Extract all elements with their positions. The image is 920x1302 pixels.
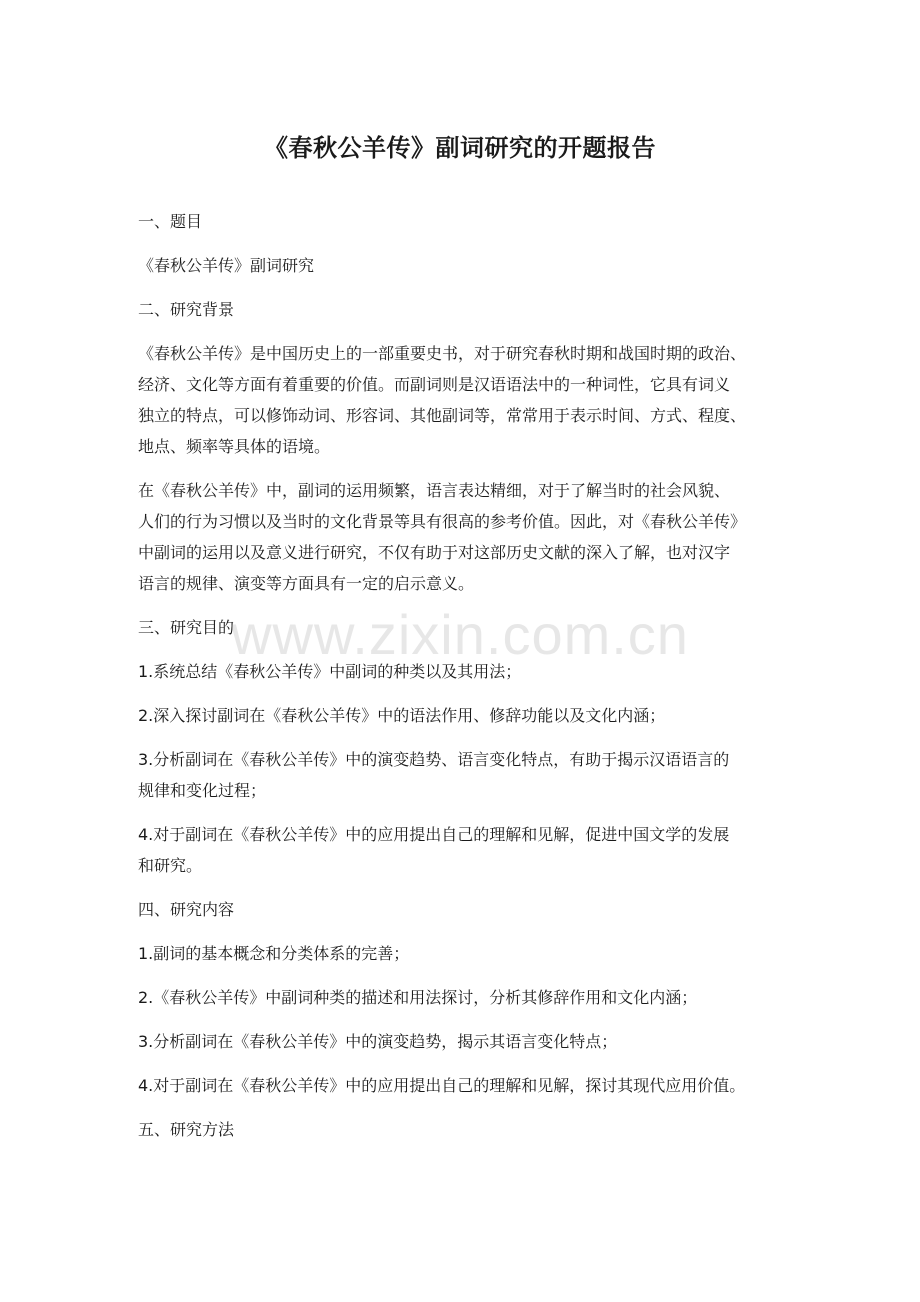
- text-line: 三、研究目的: [138, 618, 235, 637]
- text-line: 《春秋公羊传》副词研究: [138, 256, 315, 275]
- paragraph: [138, 206, 798, 237]
- text-line: 二、研究背景: [138, 300, 235, 319]
- paragraph: [138, 894, 798, 925]
- text-line: 四、研究内容: [138, 900, 235, 919]
- paragraph: [138, 294, 798, 325]
- text-line: 独立的特点，可以修饰动词、形容词、其他副词等，常常用于表示时间、方式、程度、: [138, 406, 747, 425]
- paragraph: [138, 250, 798, 281]
- paragraph: [138, 1026, 798, 1057]
- text-line: 人们的行为习惯以及当时的文化背景等具有很高的参考价值。因此，对《春秋公羊传》: [138, 512, 747, 531]
- paragraph: [138, 338, 798, 462]
- paragraph: [138, 819, 798, 881]
- text-line: 4.对于副词在《春秋公羊传》中的应用提出自己的理解和见解，探讨其现代应用价值。: [138, 1076, 746, 1095]
- text-line: 3.分析副词在《春秋公羊传》中的演变趋势、语言变化特点，有助于揭示汉语语言的: [138, 750, 730, 769]
- paragraph: [138, 475, 798, 599]
- text-line: 2.深入探讨副词在《春秋公羊传》中的语法作用、修辞功能以及文化内涵；: [138, 706, 666, 725]
- text-line: 地点、频率等具体的语境。: [138, 437, 331, 456]
- text-line: 在《春秋公羊传》中，副词的运用频繁，语言表达精细，对于了解当时的社会风貌、: [138, 481, 731, 500]
- document-title: 《春秋公羊传》副词研究的开题报告: [264, 134, 656, 162]
- text-line: 1.副词的基本概念和分类体系的完善；: [138, 944, 410, 963]
- document-body: [138, 206, 798, 1158]
- text-line: 五、研究方法: [138, 1120, 235, 1139]
- paragraph: [138, 744, 798, 806]
- paragraph: [138, 700, 798, 731]
- paragraph: [138, 656, 798, 687]
- text-line: 语言的规律、演变等方面具有一定的启示意义。: [138, 574, 475, 593]
- text-line: 规律和变化过程；: [138, 781, 267, 800]
- text-line: 一、题目: [138, 212, 203, 231]
- text-line: 3.分析副词在《春秋公羊传》中的演变趋势，揭示其语言变化特点；: [138, 1032, 618, 1051]
- paragraph: [138, 612, 798, 643]
- text-line: 2.《春秋公羊传》中副词种类的描述和用法探讨，分析其修辞作用和文化内涵；: [138, 988, 698, 1007]
- text-line: 1.系统总结《春秋公羊传》中副词的种类以及其用法；: [138, 662, 522, 681]
- text-line: 经济、文化等方面有着重要的价值。而副词则是汉语语法中的一种词性，它具有词义: [138, 375, 731, 394]
- text-line: 《春秋公羊传》是中国历史上的一部重要史书，对于研究春秋时期和战国时期的政治、: [138, 344, 747, 363]
- watermark: www.zixin.com.cn: [231, 603, 689, 666]
- paragraph: [138, 982, 798, 1013]
- paragraph: [138, 1070, 798, 1101]
- text-line: 中副词的运用以及意义进行研究，不仅有助于对这部历史文献的深入了解，也对汉字: [138, 543, 731, 562]
- paragraph: [138, 1114, 798, 1145]
- paragraph: [138, 938, 798, 969]
- text-line: 和研究。: [138, 856, 203, 875]
- text-line: 4.对于副词在《春秋公羊传》中的应用提出自己的理解和见解，促进中国文学的发展: [138, 825, 730, 844]
